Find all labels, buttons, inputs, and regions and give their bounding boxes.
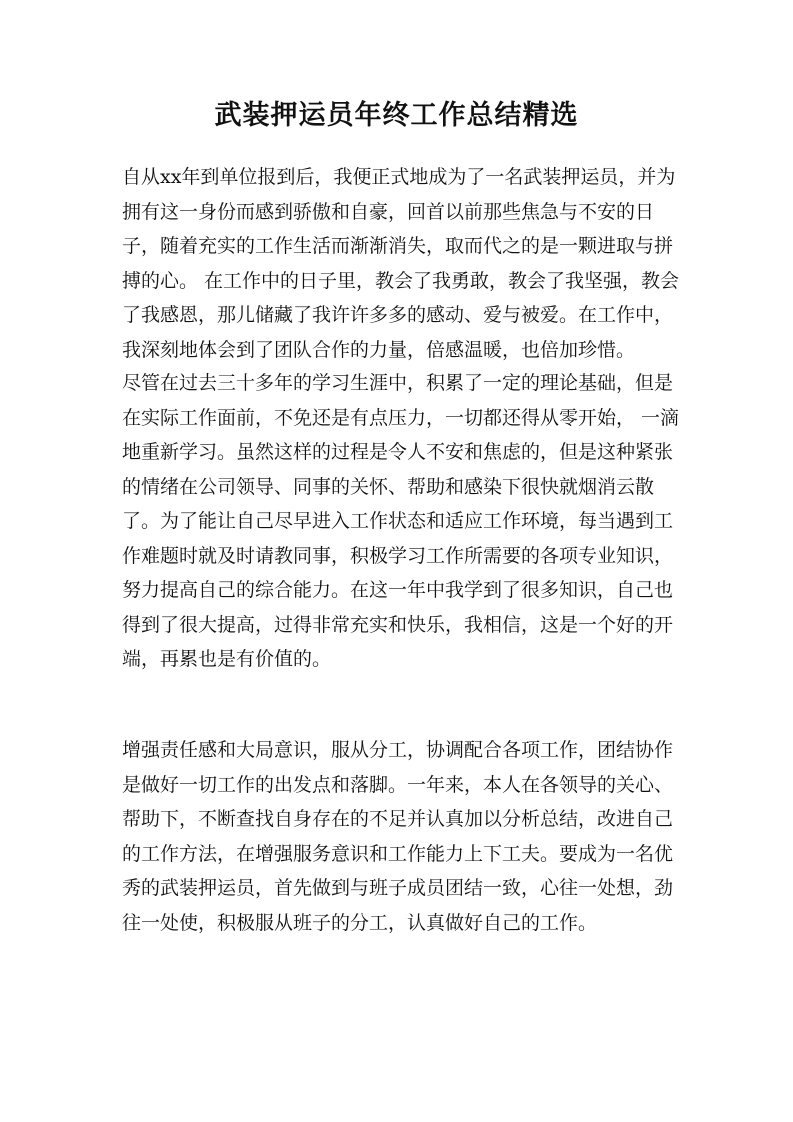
paragraph-line: 的情绪在公司领导、同事的关怀、帮助和感染下很快就烟消云散 (122, 475, 655, 498)
paragraph-line: 帮助下，不断查找自身存在的不足并认真加以分析总结，改进自己 (122, 808, 674, 830)
document-title: 武装押运员年终工作总结精选 (214, 100, 579, 131)
paragraph-line: 拥有这一身份而感到骄傲和自豪，回首以前那些焦急与不安的日 (122, 200, 655, 223)
paragraph-3 (122, 733, 678, 940)
paragraph-line: 得到了很大提高，过得非常充实和快乐，我相信，这是一个好的开 (122, 613, 674, 636)
paragraph-line: 是做好一切工作的出发点和落脚。一年来，本人在各领导的关心、 (122, 773, 674, 796)
paragraph-line: 了。为了能让自己尽早进入工作状态和适应工作环境，每当遇到工 (122, 510, 674, 532)
paragraph-line: 往一处使，积极服从班子的分工，认真做好自己的工作。 (122, 911, 598, 934)
paragraph-line: 搏的心。 在工作中的日子里，教会了我勇敢，教会了我坚强，教会 (122, 269, 680, 292)
paragraph-line: 我深刻地体会到了团队合作的力量，倍感温暖，也倍加珍惜。 (122, 338, 636, 361)
paragraph-line: 的工作方法，在增强服务意识和工作能力上下工夫。要成为一名优 (122, 842, 674, 865)
paragraph-2 (122, 366, 678, 677)
paragraph-line: 子，随着充实的工作生活而渐渐消失，取而代之的是一颗进取与拼 (122, 235, 674, 257)
paragraph-line: 了我感恩，那儿储藏了我许许多多的感动、爱与被爱。在工作中， (122, 304, 674, 326)
paragraph-line: 秀的武装押运员，首先做到与班子成员团结一致，心往一处想，劲 (122, 877, 674, 899)
paragraph-line: 增强责任感和大局意识，服从分工，协调配合各项工作，团结协作 (122, 739, 674, 761)
paragraph-line: 地重新学习。虽然这样的过程是令人不安和焦虑的，但是这种紧张 (122, 441, 674, 463)
paragraph-line: 努力提高自己的综合能力。在这一年中我学到了很多知识，自己也 (122, 579, 674, 601)
paragraph-line: 自从xx年到单位报到后，我便正式地成为了一名武装押运员，并为 (122, 166, 676, 188)
paragraph-1 (122, 160, 678, 367)
paragraph-line: 尽管在过去三十多年的学习生涯中，积累了一定的理论基础，但是 (122, 372, 674, 394)
paragraph-line: 作难题时就及时请教同事，积极学习工作所需要的各项专业知识， (122, 544, 674, 567)
paragraph-line: 端，再累也是有价值的。 (122, 648, 332, 670)
paragraph-line: 在实际工作面前，不免还是有点压力，一切都还得从零开始， 一滴 (122, 406, 680, 429)
